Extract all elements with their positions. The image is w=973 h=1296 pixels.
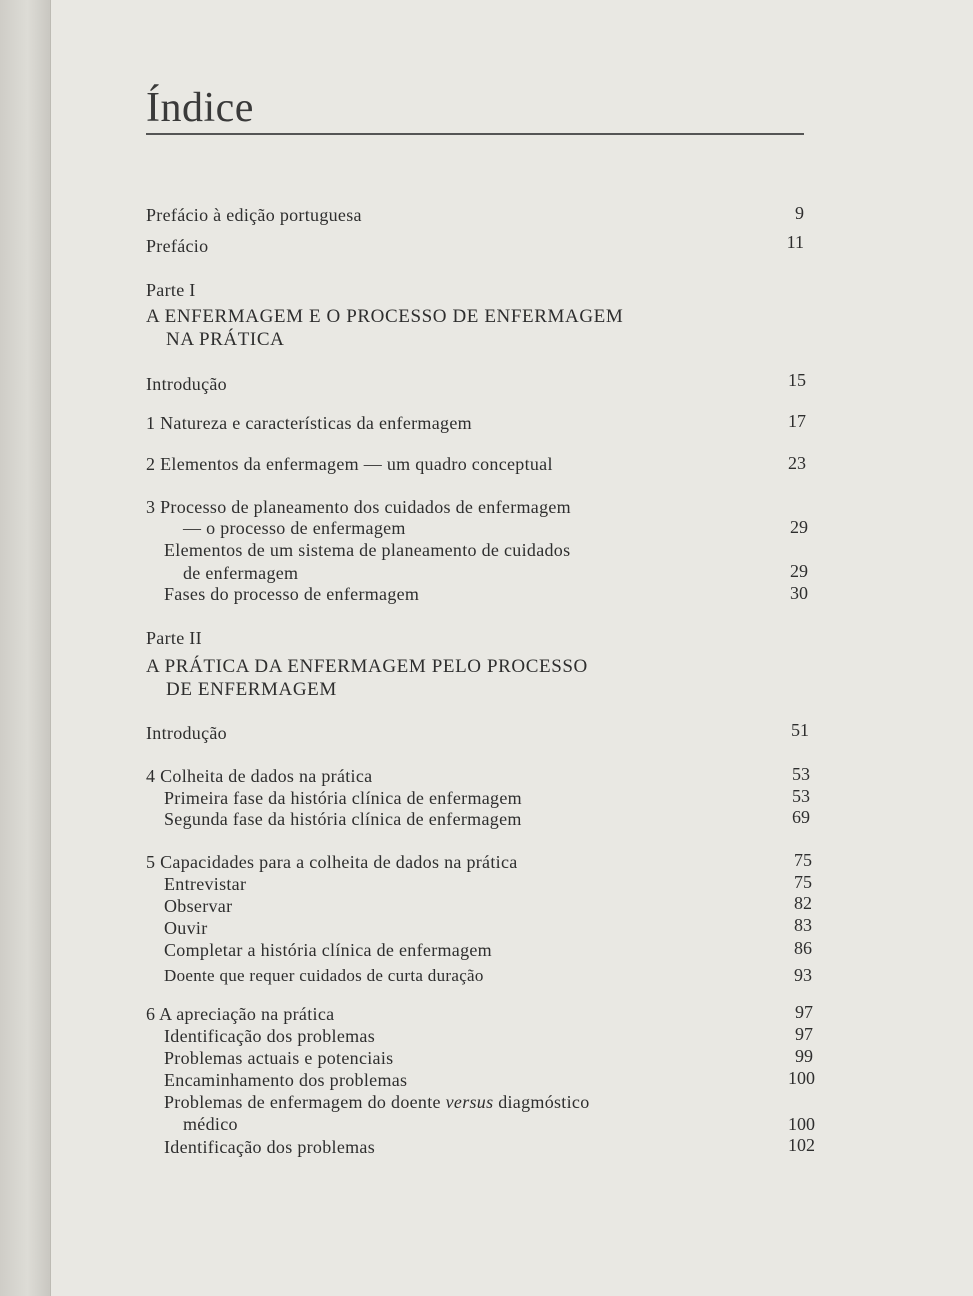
toc-page-ch5-sub3: 83: [794, 915, 812, 935]
toc-sub-ch5-5: Doente que requer cuidados de curta duração: [164, 966, 484, 985]
toc-page-ch6-sub3: 100: [788, 1068, 815, 1088]
toc-page-ch5-sub2: 82: [794, 893, 812, 913]
toc-page-ch6: 97: [795, 1002, 813, 1022]
part-2-title-line2: DE ENFERMAGEM: [166, 679, 337, 700]
toc-sub-ch5-3: Ouvir: [164, 918, 208, 938]
toc-entry-ch6: 6 A apreciação na prática: [146, 1004, 335, 1024]
toc-entry-preface: Prefácio: [146, 236, 209, 256]
toc-page-ch6-sub2: 99: [795, 1046, 813, 1066]
toc-sub-ch6-5: Identificação dos problemas: [164, 1137, 376, 1157]
toc-sub-ch5-1: Entrevistar: [164, 874, 247, 894]
toc-page-ch6-sub1: 97: [795, 1024, 813, 1044]
toc-page-intro-2: 51: [791, 720, 809, 740]
toc-page-ch5-sub4: 86: [794, 938, 812, 958]
toc-sub-ch3-1-line2: de enfermagem: [183, 563, 299, 583]
toc-page-ch1: 17: [788, 411, 806, 431]
part-2-label: Parte II: [146, 628, 202, 648]
toc-entry-intro-2: Introdução: [146, 723, 227, 743]
part-1-title-line1: A ENFERMAGEM E O PROCESSO DE ENFERMAGEM: [146, 306, 624, 327]
toc-entry-intro-1: Introdução: [146, 374, 227, 394]
toc-entry-ch3-line2: — o processo de enfermagem: [183, 518, 406, 538]
toc-page-ch5-sub1: 75: [794, 872, 812, 892]
toc-entry-ch2: 2 Elementos da enfermagem — um quadro conceptual: [146, 454, 553, 474]
part-2-title-line1: A PRÁTICA DA ENFERMAGEM PELO PROCESSO: [146, 656, 588, 677]
toc-sub-ch3-1-line1: Elementos de um sistema de planeamento de cuidados: [164, 540, 571, 560]
toc-page-ch4-sub2: 69: [792, 807, 810, 827]
toc-page-ch3: 29: [790, 517, 808, 537]
toc-page-ch2: 23: [788, 453, 806, 473]
toc-sub-ch6-4-line1: [164, 1091, 590, 1113]
toc-entry-ch3-line1: 3 Processo de planeamento dos cuidados de enfermagem: [146, 497, 571, 517]
toc-sub-ch5-4: Completar a história clínica de enfermagem: [164, 940, 492, 960]
toc-sub-ch5-2: Observar: [164, 896, 233, 916]
toc-page-ch4: 53: [792, 764, 810, 784]
toc-sub-ch4-2: Segunda fase da história clínica de enfermagem: [164, 809, 522, 829]
toc-page-intro-1: 15: [788, 370, 806, 390]
toc-entry-ch5: 5 Capacidades para a colheita de dados na prática: [146, 852, 518, 872]
toc-page-ch4-sub1: 53: [792, 786, 810, 806]
toc-page-ch3-sub1: 29: [790, 561, 808, 581]
toc-sub-ch6-1: Identificação dos problemas: [164, 1026, 376, 1046]
toc-page-ch5-sub5: 93: [794, 965, 812, 985]
toc-page-preface-pt: 9: [795, 203, 804, 223]
toc-entry-preface-pt: Prefácio à edição portuguesa: [146, 205, 362, 225]
versus-after: diagmóstico: [493, 1092, 590, 1112]
page-title: Índice: [146, 85, 254, 131]
part-1-title-line2: NA PRÁTICA: [166, 329, 285, 350]
toc-page-ch6-sub5: 102: [788, 1135, 815, 1155]
toc-sub-ch6-4-line2: médico: [183, 1114, 238, 1134]
toc-sub-ch6-2: Problemas actuais e potenciais: [164, 1048, 394, 1068]
toc-sub-ch6-3: Encaminhamento dos problemas: [164, 1070, 408, 1090]
toc-entry-ch4: 4 Colheita de dados na prática: [146, 766, 373, 786]
toc-page-ch5: 75: [794, 850, 812, 870]
title-divider: [146, 133, 804, 135]
toc-page-ch6-sub4: 100: [788, 1114, 815, 1134]
toc-sub-ch3-2: Fases do processo de enfermagem: [164, 584, 420, 604]
toc-entry-ch1: 1 Natureza e características da enfermagem: [146, 413, 472, 433]
toc-sub-ch4-1: Primeira fase da história clínica de enfermagem: [164, 788, 522, 808]
part-1-label: Parte I: [146, 280, 196, 300]
versus-italic: versus: [445, 1092, 494, 1112]
book-spine-edge: [0, 0, 51, 1296]
versus-before: Problemas de enfermagem do doente: [164, 1092, 446, 1112]
toc-page-preface: 11: [786, 232, 804, 252]
toc-page-ch3-sub2: 30: [790, 583, 808, 603]
